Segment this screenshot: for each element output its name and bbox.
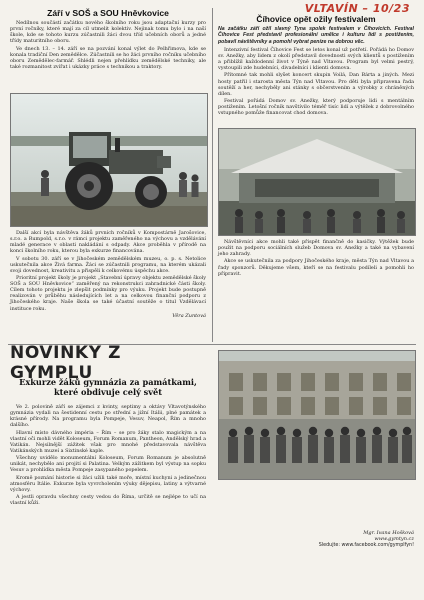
section-logo	[10, 343, 206, 383]
right-article-paragraph: Akce se uskutečnila za podpory Jihočeského kraje, města Týn nad Vltavou a řady sponzorů. Děkujeme všem, kteří se na festivalu podíleli a pomohli ho připravit.	[218, 258, 414, 277]
section-article-title: Exkurze žáků gymnázia za památkami, které obdivuje celý svět	[19, 377, 197, 397]
section-article-body	[10, 404, 206, 506]
section-article-paragraph: Všechny uvidělo monumentální Koloseum, Forum Romanum je absolutně unikát, nechybělo ani projití si Palatina. Velkým zážitkem byl výstup na sopku Vesuv a prohlídka města Pompeje zasypaného popelem.	[10, 455, 206, 474]
students-photo	[218, 350, 416, 480]
right-article-paragraph: Intenzivní festival Číhovice Fest se letos konal už potřetí. Pořádá ho Domov sv. Anežky, aby lidem z okolí představil dovednosti svých klientů s postižením a přiblížil každodenní život v Týně nad Vltavou. Program byl velmi pestrý, vystoupili zde hudebníci, divadelníci i klienti domova.	[218, 46, 414, 72]
section-article-paragraph: Hlavní místo dávného impéria – Řím – se pro žáky stalo magickým a na vlastní oči mohli vidět Koloseum, Forum Romanum, Pantheon, Andělský hrad a Vatikán. Nejsilnější zážitek však pro mnohé představovala návštěva Vatikánských muzeí a Sixtinské kaple.	[10, 429, 206, 454]
students-illustration	[219, 351, 415, 479]
issue-mark: VLTAVÍN – 10/23	[304, 2, 410, 15]
left-article	[10, 8, 206, 71]
left-article-paragraph: Ve dnech 13. – 14. září se na pozvání konal výlet do Pelhřimova, kde se konala tradiční Den zemědělce. Zúčastnili se ho žáci prvního ročníku učebního oboru Zemědělec-farmář. Shlédli nejen přehlídku zemědělské techniky, ale také rozmanitost zvířat i ukázky práce s technikou a traktory.	[10, 45, 206, 70]
right-article-paragraph: Návštěvníci akce mohli také přispět finančně do kasičky. Výtěžek bude použit na podporu sociálních služeb Domova sv. Anežky a také na vybavení jeho zahrady.	[218, 239, 414, 258]
right-article	[218, 14, 414, 117]
section-article	[10, 378, 206, 398]
right-article-paragraph: Přítomné tak mohli slyšet koncert skupin Voilá, Dan Bárta a jiných. Mezi hosty patřil i starosta města Týn nad Vltavou. Pro děti byla připravena řada soutěží a her, nechyběly ani stánky s občerstvením a výrobky z chráněných dílen.	[218, 72, 414, 97]
left-article-paragraph: Prioritní projekt školy je projekt „Stavební úpravy objektu zemědělské školy SOŠ a SOU Hněvkovice“ zaměřený na rekonstrukci zahradnické části školy. Cílem tohoto projektu je zlepšit podmínky pro výuku. Projekt bude postupně realizován v průběhu následujících let a na celkovou finanční podporu z Jihočeského kraje. Naše škola se také účastní soutěže o titul Vzdělávací instituce roku.	[10, 275, 206, 312]
section-article-paragraph: A jestli opravdu všechny cesty vedou do Říma, určitě se nejlépe to učí na vlastní kůži.	[10, 494, 206, 507]
section-signature-name: Mgr. Ivana Hošková	[363, 530, 414, 536]
tractor-photo	[10, 93, 208, 227]
section-article-paragraph: Ve 2. polovině září se zájemci z kvinty, septimy a oktávy Vltavotýnského gymnázia vydali na šestidenní cestu po střední a jižní Itálii, plné památek a krásné přírody. Na programu byla Pompeje, Vesuv, Neapol, Řím a mnoho dalšího.	[10, 404, 206, 429]
section-follow-link[interactable]: Sledujte: www.facebook.com/gymplfyn!	[318, 543, 414, 548]
left-article-continued	[10, 230, 206, 319]
section-logo-text: NOVINKY Z GYMPLU	[10, 343, 122, 383]
left-article-body	[10, 20, 206, 70]
section-signature-web: www.gymtyn.cz	[374, 536, 414, 542]
left-article-body-continued	[10, 230, 206, 312]
section-article-body-wrap	[10, 404, 206, 507]
section-signature-block	[220, 530, 414, 548]
festival-photo	[218, 128, 416, 236]
right-article-lead: Na začátku září ožil slavný Tyna spolek festivalem v Číhovicích. Festival Číhovice Fest představil profesionální umělce i kulturu lidí s postižením, pobavil návštěvníky a pomohl vybrat peníze na dobrou věc.	[218, 26, 414, 45]
right-article-title: Číhovice opět ožily festivalem	[256, 14, 376, 24]
column-divider	[212, 8, 213, 342]
left-article-paragraph: V sobotu 30. září se v Jihočeském zemědělském muzeu, o. p. s. Netolice uskutečnila akce Živá farma. Žáci se zúčastnili programu, na kterém ukázali svoji dovednost, kreativitu a přispěli k celkovému úspěchu akce.	[10, 255, 206, 274]
right-article-body	[218, 47, 414, 116]
left-article-paragraph: Další akcí byla návštěva žáků prvních ročníků v Kompostárně Jarošovice, s.r.o. a Rumpold, s.r.o. v rámci projektu zaměřeného na výchovu a vzdělávání mladé generace v oblasti nakládání s odpady. Akce proběhla v přírodě na konci školního roku, kterou byla exkurze financována.	[10, 230, 206, 255]
left-article-paragraph: Nedílnou součástí začátku nového školního roku jsou adaptační kurzy pro první ročníky, které mají za cíl utmelit kolektiv. Nejinak tomu bylo i na naší škole, kde se tohoto kurzu zúčastnili žáci dvou tříd učebních oborů a jedné třídy maturitního oboru.	[10, 20, 206, 45]
section-article-paragraph: Kromě poznání historie si žáci užili také moře, místní kuchyni a jedinečnou atmosféru Itálie. Exkurze byla vyvrcholením výuky dějepisu, latiny a výtvarné výchovy.	[10, 474, 206, 493]
right-article-continued	[218, 239, 414, 278]
left-article-signature: Věra Zuntová	[172, 312, 206, 319]
left-article-title: Září v SOŠ a SOU Hněvkovice	[47, 8, 169, 18]
tractor-illustration	[11, 94, 207, 226]
right-article-paragraph: Festival pořádá Domov sv. Anežky, který podporuje lidi s mentálním postižením. Letošní ročník navštívilo téměř tisíc lidí a výtěžek z dobrovolného vstupného pomůže financovat chod domova.	[218, 98, 414, 117]
right-article-body-continued	[218, 239, 414, 277]
festival-illustration	[219, 129, 415, 235]
